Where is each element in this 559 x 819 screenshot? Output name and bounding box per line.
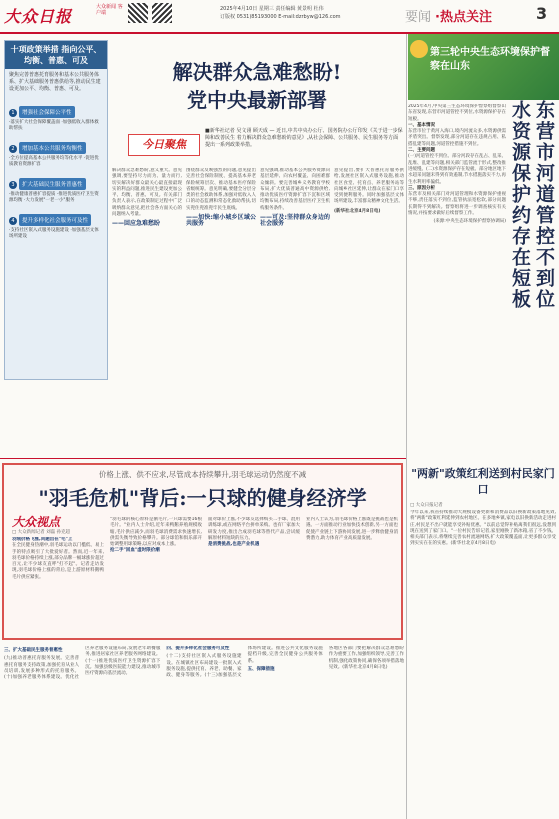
article-text: (一)河道管控不到位。部分河段存在乱占、乱采、乱堆、乱建等问题,相关部门监管流于形式,整改推进缓慢。(二)水资源保护存在短板。部分地区地下水超采问题未得到有效遏制,节水措施落实不力,再生水利用率偏低。 xyxy=(408,154,506,185)
section-number: 3 xyxy=(9,181,17,189)
feature-headline: "羽毛危机"背后:一只球的健身经济学 xyxy=(38,486,367,510)
section-tag: 增强社会保障公平性 xyxy=(19,106,75,118)
story-summary: ■新华社记者 吴文诩 顾天成 — 近日,中共中央办公厅、国务院办公厅印发《关于进一步保障和改善民生 着力解决群众急难愁盼的意见》,从社会保障、公共服务、民生服务等方面提出一系列政策举措。 xyxy=(205,128,403,148)
feature-column xyxy=(306,517,398,637)
section-text: ·落实扩大社会保障覆盖面 ·加强低收入群体救助帮扶 xyxy=(9,120,99,131)
feature-text: 业内人士认为,羽毛球价格上涨既是挑战也是机遇。一方面推动行业加快技术创新,另一方面也促使产业链上下游协同发展,进一步释放健身消费潜力,助力体育产业高质量发展。 xyxy=(306,517,398,541)
section-number: 4 xyxy=(9,217,17,225)
feature-column xyxy=(12,537,104,637)
feature-subhead: 是消费挑战,也是产业机遇 xyxy=(208,542,260,548)
inspection-banner xyxy=(408,34,559,100)
section-text: ·支持社区嵌入式服务设施建设 ·加强基层文体场所建设 xyxy=(9,228,99,239)
divider xyxy=(0,458,406,459)
article-text: 围绕群众反映强烈的问题,意见提出完善社会保险制度、提高基本养老保险统筹层次、推动基本医疗保险省级统筹。意见明确,要健全分层分类的社会救助体系,加强对低收入人口的动态监测和常态化救助帮扶,切实兜住兜准兜牢民生底线。 xyxy=(186,168,256,211)
article-subhead: ——加快:缩小城乡区域公共服务 xyxy=(186,214,256,228)
article-text: 解决群众急难愁盼,意义重大。意见强调,要坚持尽力而为、量力而行,切实解决好群众最关心最直接最现实的利益问题,推进民生建设更加公平、均衡、普惠、可及。有关部门负责人表示,在政策制定过程中广泛吸纳群众意见,把社会各方面关心的问题纳入考量。 xyxy=(112,168,182,218)
section-muted: 要闻 xyxy=(405,10,432,25)
feature-column xyxy=(208,517,300,637)
article-column xyxy=(112,168,182,458)
newspaper-logo: 大众日报 xyxy=(4,7,73,26)
badminton-feature xyxy=(2,463,403,640)
article-subhead: 五、保障措施 xyxy=(247,666,275,672)
article-text: 意见提出,要扩大普惠托育服务供给,发展社区嵌入式服务设施,推动社区食堂、托育点、养老服务站等向城乡社区延伸,让群众在家门口享受到便利服务。同时加强基层文体场所建设,丰富群众精神文化生活。 xyxy=(334,168,404,205)
meta-line: 订版权 0531)85193000 E-mail:dzrbyw@126.com xyxy=(220,14,341,20)
section-tag: 扩大基础民生服务普惠性 xyxy=(19,178,86,190)
bottom-article xyxy=(4,646,404,816)
article-credit: (来源:中央生态环境保护督察协调局) xyxy=(433,219,506,225)
article-text: 意见强调,推动基本公共服务资源向基层延伸、向农村覆盖、向困难群众倾斜。要完善城乡义务教育学校布局,扩大优质普通高中资源供给,推动优质医疗资源扩容下沉和区域均衡布局,持续改善基层医疗卫生机构服务条件。 xyxy=(260,168,330,211)
section-title xyxy=(405,6,492,25)
issue-meta xyxy=(220,5,341,21)
article-subhead: ——回应急难愁盼 xyxy=(112,220,161,228)
feature-kicker: 价格上涨、供不应求,尽管成本持续攀升,羽毛球运动仍然度不减 xyxy=(98,470,307,479)
sidebar-section xyxy=(9,99,103,132)
column-logo: 今日聚焦 xyxy=(128,134,200,156)
article-text: (九)推动普惠托育服务发展。完善普惠托育服务支持政策,加强托育从业人员培训,发展多种形式的托育服务。(十)加强养老服务体系建设。优化社区养老服务设施布局,发展老年助餐服务,推进居家社区养老服务网络建设。(十一)推进优质医疗卫生资源扩容下沉。加强县级医院能力建设,推动城市医疗资源向基层流动。 xyxy=(4,646,161,681)
sidebar-section xyxy=(9,135,103,168)
dateline: (新华社北京4月8日电) xyxy=(334,208,381,214)
sidebar-section xyxy=(9,171,103,204)
article-text: (十二)支持社区嵌入式服务设施建设。在城镇社区布局建设一批嵌入式服务设施,提供托育、养老、助餐、家政、健身等服务。(十三)加强基层文体场所建设。推进公共文化服务设施提档升级,完善全民健身公共服务体系。 xyxy=(166,646,323,679)
section-number: 2 xyxy=(9,145,17,153)
emblem-icon xyxy=(410,40,428,58)
article-subhead: 二、主要问题 xyxy=(408,148,435,154)
logo-subtitle: 大众新闻 客户端 xyxy=(96,4,123,16)
feature-byline: □ 大众新闻记者 刘磊 孙克超 xyxy=(12,530,71,535)
sidebar-header: 十项政策举措 指向公平、均衡、普惠、可及 xyxy=(5,41,107,69)
section-tag: 增加基本公共服务均衡性 xyxy=(19,142,86,154)
headline-line: 解决群众急难愁盼! xyxy=(172,60,342,84)
main-headline xyxy=(112,58,402,114)
masthead xyxy=(0,0,559,34)
vertical-headline: 东营市河道管控不到位水资源保护约存在短板 xyxy=(509,100,555,310)
headline-line: 党中央最新部署 xyxy=(187,88,327,112)
sidebar-section xyxy=(9,207,103,240)
divider xyxy=(406,34,407,819)
article-subhead: ——可及:坚持群众身边的社会服务 xyxy=(260,214,330,228)
sidebar-intro: 聚焦完善普惠托育服务和基本公共服务体系、扩大基础服务普惠供给等,推动民生建设更加公平、均衡、普惠、可及。 xyxy=(9,72,101,92)
article-subhead: 四、提升多样化社会服务可及性 xyxy=(166,646,230,651)
meta-line: 2025年4月10日 星期三 责任编辑 黄景明 杜伟 xyxy=(220,6,324,12)
page-number: 3 xyxy=(536,4,548,23)
feature-subhead: 抢二手"回血"虚时限价潮 xyxy=(110,548,160,554)
feature-text: 在全民健身热潮中,羽毛球运动以门槛低、易上手的特点吸引了大批爱好者。然而,近一年来,羽毛球价格持续上涨,部分品牌一桶球涨价超过百元,让不少球友直呼"打不起"。记者走访发现,羽毛球价格上涨的背后,是上游原材料鹅鸭毛片供应紧张。 xyxy=(12,543,104,580)
article-text: 各地区各部门要把解决群众急难愁盼作为重要工作,加强组织领导,完善工作机制,强化政策协同,确保各项举措落地见效。(新华社北京4月8日电) xyxy=(328,646,404,670)
feature-text: 面对球价上涨,不少球友选择购买二手球、混用训练球,或在网络平台拼单采购。也有厂家加大研发力度,推出合成羽毛球等替代产品,尝试缓解原材料短缺的压力。 xyxy=(208,517,300,541)
policy-byline: □ 大众日报记者 xyxy=(410,503,443,508)
policy-article: 今年以来,我省持续推动大规模设备更新和消费品以旧换新政策落地见效,将"两新"政策红利延伸到农村地区。在多地乡镇,家电以旧换新活动走进村庄,村民足不出户就能享受补贴优惠。"以前总觉得补贴离我们很远,没想到现在送到了家门口。"一位村民告诉记者,家里刚换了新冰箱,省了不少钱。相关部门表示,将继续完善农村流通网络,扩大政策覆盖面,让更多群众享受到实实在在的实惠。(新华社北京4月8日电) xyxy=(410,510,556,547)
view-label: 大众视点 xyxy=(12,515,61,529)
article-subhead: 三、扩大基础民生服务普惠性 xyxy=(4,648,63,653)
qr-code-icon xyxy=(128,3,148,23)
policy-sidebar xyxy=(4,40,108,380)
feature-subhead: 羽绒价格飞涨,问题出在"毛"上 xyxy=(12,537,73,542)
section-tag: 提升多样化社会服务可及性 xyxy=(19,214,91,226)
section-text: ·全方位提高基本公共服务均等化水平 ·促进优质教育资源扩容 xyxy=(9,156,99,167)
article-column xyxy=(260,168,330,458)
section-text: ·推动健康普惠扩容提质 ·推进优质医疗卫生资源均衡 ·大力发展"一老一小"服务 xyxy=(9,192,99,203)
banner-text: 第三轮中央生态环境保护督察在山东 xyxy=(430,47,550,72)
article-text: 东营市位于黄河入海口,境内河流众多,水资源供需矛盾突出。督察发现,部分河道存在违规占用、私搭乱建等问题,河道管控措施不到位。 xyxy=(408,129,506,147)
feature-column xyxy=(110,517,202,637)
feature-text: "羽毛球的核心原料是鹅毛片,一只球需要16根毛片。"业内人士介绍,近年来鸭鹅养殖规模收缩,毛片供应减少,而羽毛球消费需求快速增长,供需失衡导致价格攀升。部分球馆和俱乐部开始调整用球策略,以应对成本上涨。 xyxy=(110,517,202,548)
article-column xyxy=(334,168,404,458)
qr-code-icon xyxy=(152,3,172,23)
section-number: 1 xyxy=(9,109,17,117)
article-lead: 2025年4月,中央第三生态环境保护督察组督察山东省发现,东营市河道管控不到位,水资源保护存在短板。 xyxy=(408,104,506,122)
article-text: 东营市及相关部门对河道管理和水资源保护重视不够,责任落实不到位,监管执法宽松软,部分问题长期得不到解决。督察组将进一步调查核实有关情况,并按要求做好后续督察工作。 xyxy=(408,192,506,217)
inspection-article xyxy=(408,104,506,454)
article-subhead: 三、原因分析 xyxy=(408,185,435,191)
section-label: ·热点关注 xyxy=(435,10,492,25)
article-subhead: 一、基本情况 xyxy=(408,122,435,128)
policy-headline: "两新"政策红利送到村民家门口 xyxy=(411,467,555,496)
article-column xyxy=(186,168,256,458)
